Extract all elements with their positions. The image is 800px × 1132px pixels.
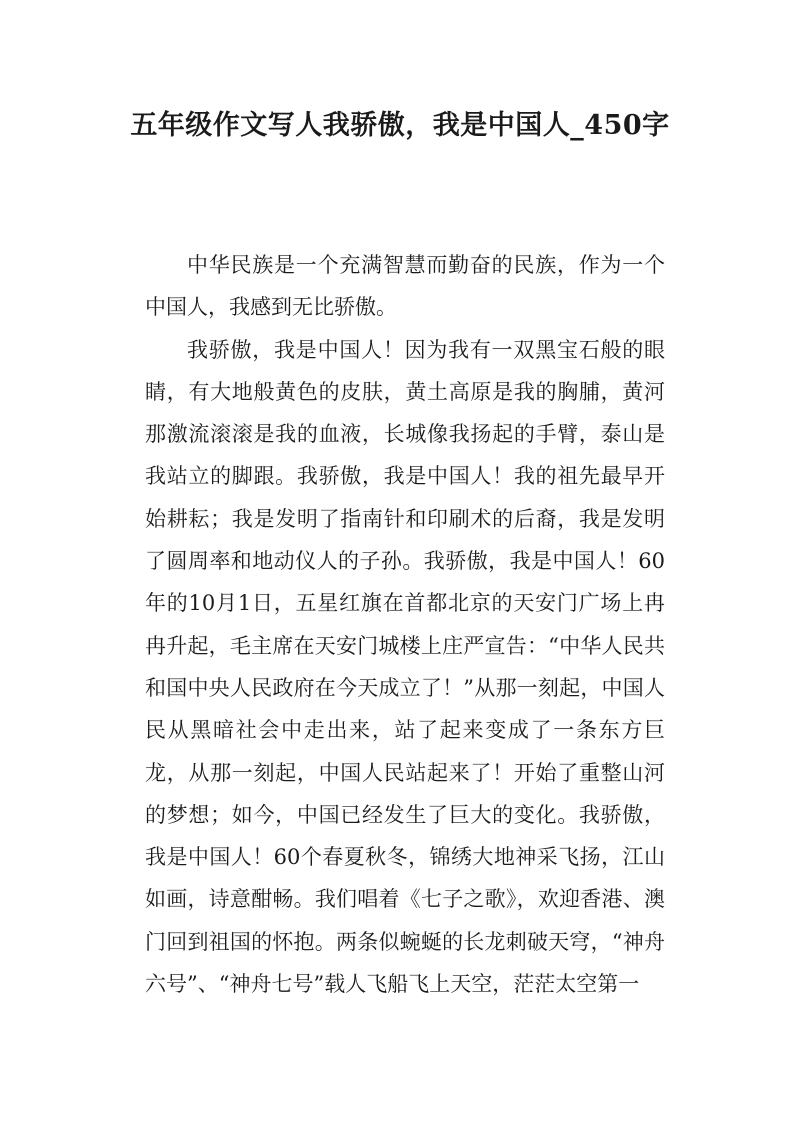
document-body bbox=[145, 244, 665, 1005]
paragraph-main: 我骄傲，我是中国人！因为我有一双黑宝石般的眼睛，有大地般黄色的皮肤，黄土高原是我的胸脯，黄河那激流滚滚是我的血液，长城像我扬起的手臂，泰山是我站立的脚跟。我骄傲，我是中国人！我的祖先最早开始耕耘；我是发明了指南针和印刷术的后裔，我是发明了圆周率和地动仪人的子孙。我骄傲，我是中国人！60年的10月1日，五星红旗在首都北京的天安门广场上冉冉升起，毛主席在天安门城楼上庄严宣告：“中华人民共和国中央人民政府在今天成立了！”从那一刻起，中国人民从黑暗社会中走出来，站了起来变成了一条东方巨龙，从那一刻起，中国人民站起来了！开始了重整山河的梦想；如今，中国已经发生了巨大的变化。我骄傲，我是中国人！60个春夏秋冬，锦绣大地神采飞扬，江山如画，诗意酣畅。我们唱着《七子之歌》，欢迎香港、澳门回到祖国的怀抱。两条似蜿蜒的长龙刺破天穹，“神舟六号”、“神舟七号”载人飞船飞上天空，茫茫太空第一 bbox=[145, 337, 665, 997]
paragraph-intro: 中华民族是一个充满智慧而勤奋的民族，作为一个中国人，我感到无比骄傲。 bbox=[145, 253, 665, 320]
document-title: 五年级作文写人我骄傲，我是中国人_450字 bbox=[130, 110, 670, 141]
